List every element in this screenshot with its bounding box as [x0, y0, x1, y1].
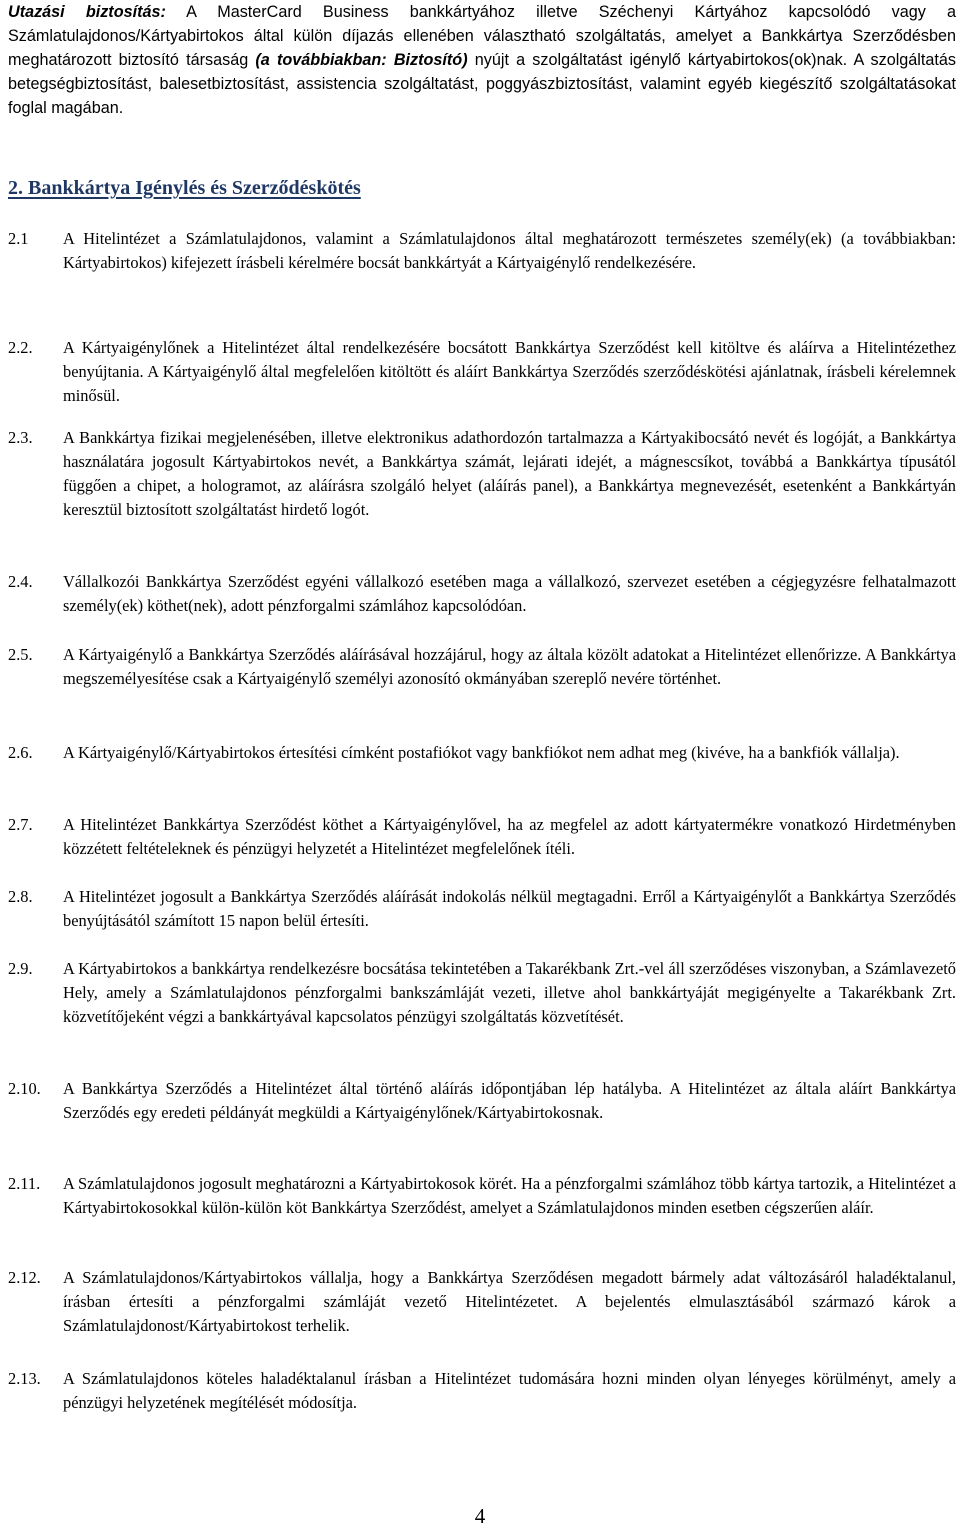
clause-text: Vállalkozói Bankkártya Szerződést egyéni vállalkozó esetében maga a vállalkozó, szervezet esetében a cégjegyzésre felhatalmazott személy(ek) köthet(nek), adott pénzforgalmi számlához kapcsolódóan. — [63, 572, 956, 616]
heading-title: Bankkártya Igénylés és Szerződéskötés — [28, 177, 361, 199]
clause-text: A Bankkártya fizikai megjelenésében, illetve elektronikus adathordozón tartalmazza a Kártyakibocsátó nevét és logóját, a Bankkártya használatára jogosult Kártyabirtokos nevét, a Bankkártya számát, lejárati idejét, a mágnescsíkot, továbbá a Bankkártya típusától függően a chipet, a hologramot, az aláírásra szolgáló helyet (aláírás panel), a Bankkártya megnevezését, esetenként a Bankkártyán keresztül biztosított szolgáltatást hirdető logót. — [63, 428, 956, 520]
clause-number: 2.11. — [8, 1174, 41, 1193]
travel-insurance-label: Utazási biztosítás: — [8, 3, 166, 21]
clause-number: 2.2. — [8, 338, 33, 357]
section-heading — [8, 176, 956, 200]
intro-text-b: nyújt a szolgáltatást igénylő kártyabirtokos(ok)nak. A szolgáltatás betegségbiztosítást, balesetbiztosítást, assistencia szolgáltatást, poggyászbiztosítást, valamint egyéb kiegészítő szolgáltatásokat foglal magában. — [8, 51, 956, 117]
clause-text: A Bankkártya Szerződés a Hitelintézet által történő aláírás időpontjában lép hatályba. A Hitelintézet az általa aláírt Bankkártya Szerződés egy eredeti példányát megküldi a Kártyaigénylőnek/Kártyabirtokosnak. — [63, 1079, 956, 1123]
clause-text: A Hitelintézet Bankkártya Szerződést köthet a Kártyaigénylővel, ha az megfelel az adott kártyatermékre vonatkozó Hirdetményben közzétett feltételeknek és pénzügyi helyzetét a Hitelintézet megfelelőnek ítéli. — [63, 815, 956, 859]
clause-9 — [8, 957, 956, 1029]
travel-insurance-paragraph — [8, 0, 956, 120]
clause-number: 2.4. — [8, 572, 33, 591]
clause-3 — [8, 426, 956, 522]
clause-12 — [8, 1266, 956, 1338]
clause-number: 2.3. — [8, 428, 33, 447]
clause-text: A Számlatulajdonos köteles haladéktalanul írásban a Hitelintézet tudomására hozni minden olyan lényeges körülményt, amely a pénzügyi helyzetének megítélését módosítja. — [63, 1369, 956, 1413]
clause-6 — [8, 741, 956, 765]
clause-number: 2.6. — [8, 743, 33, 762]
clause-5 — [8, 643, 956, 691]
clause-text: A Kártyaigénylőnek a Hitelintézet által rendelkezésére bocsátott Bankkártya Szerződést kell kitöltve és aláírva a Hitelintézethez benyújtania. A Kártyaigénylő által megfelelően kitöltött és aláírt Bankkártya Szerződés szerződéskötési ajánlatnak, írásbeli kérelemnek minősül. — [63, 338, 956, 406]
clause-text: A Kártyabirtokos a bankkártya rendelkezésre bocsátása tekintetében a Takarékbank Zrt.-vel áll szerződéses viszonyban, a Számlavezető Hely, amely a Számlatulajdonos pénzforgalmi bankszámláját vezeti, illetve ahol bankkártyáját megigényelte a Takarékbank Zrt. közvetítőjeként végzi a bankkártyával kapcsolatos pénzügyi szolgáltatás közvetítését. — [63, 959, 956, 1027]
clause-text: A Hitelintézet jogosult a Bankkártya Szerződés aláírását indokolás nélkül megtagadni. Erről a Kártyaigénylőt a Bankkártya Szerződés benyújtásától számított 15 napon belül értesíti. — [63, 887, 956, 931]
clause-10 — [8, 1077, 956, 1125]
insurer-term: továbbiakban: Biztosító) — [276, 51, 468, 69]
clause-text: A Hitelintézet a Számlatulajdonos, valamint a Számlatulajdonos által meghatározott természetes személy(ek) (a továbbiakban: Kártyabirtokos) kifejezett írásbeli kérelmére bocsát bankkártyát a Kártyaigénylő rendelkezésére. — [63, 229, 956, 273]
page-number: 4 — [474, 1504, 486, 1528]
clause-7 — [8, 813, 956, 861]
intro-text-a: A MasterCard Business bankkártyához illetve Széchenyi Kártyához kapcsolódó vagy a Számlatulajdonos/Kártyabirtokos által külön díjazás ellenében választható szolgáltatás, amelyet a Bankkártya Szerződésben meghatározott biztosító társaság — [8, 3, 956, 69]
clause-number: 2.12. — [8, 1268, 41, 1287]
clause-8 — [8, 885, 956, 933]
clause-1 — [8, 227, 956, 275]
clause-number: 2.9. — [8, 959, 33, 978]
clause-text: A Számlatulajdonos jogosult meghatározni a Kártyabirtokosok körét. Ha a pénzforgalmi számlához több kártya tartozik, a Hitelintézet a Kártyabirtokosokkal külön-külön köt Bankkártya Szerződést, amelyet a Számlatulajdonos minden esetben cégszerűen aláír. — [63, 1174, 956, 1218]
clause-number: 2.5. — [8, 645, 33, 664]
heading-number: 2. — [8, 177, 23, 199]
clause-text: A Kártyaigénylő/Kártyabirtokos értesítési címként postafiókot vagy bankfiókot nem adhat meg (kivéve, ha a bankfiók vállalja). — [63, 743, 900, 762]
clause-number: 2.10. — [8, 1079, 41, 1098]
clause-4 — [8, 570, 956, 618]
clause-number: 2.8. — [8, 887, 33, 906]
clause-2 — [8, 336, 956, 408]
intro-paren-open: (a — [255, 51, 277, 69]
clause-number: 2.1 — [8, 229, 29, 248]
clause-text: A Számlatulajdonos/Kártyabirtokos vállalja, hogy a Bankkártya Szerződésen megadott bármely adat változásáról haladéktalanul, írásban értesíti a pénzforgalmi számláját vezető Hitelintézetet. A bejelentés elmulasztásából származó károk a Számlatulajdonost/Kártyabirtokost terhelik. — [63, 1268, 956, 1336]
clause-13 — [8, 1367, 956, 1415]
clause-11 — [8, 1172, 956, 1220]
clause-text: A Kártyaigénylő a Bankkártya Szerződés aláírásával hozzájárul, hogy az általa közölt adatokat a Hitelintézet ellenőrizze. A Bankkártya megszemélyesítése csak a Kártyaigénylő személyi azonosító okmányában szereplő nevére történhet. — [63, 645, 956, 689]
clause-number: 2.13. — [8, 1369, 41, 1388]
document-page — [8, 0, 956, 1413]
clause-number: 2.7. — [8, 815, 33, 834]
